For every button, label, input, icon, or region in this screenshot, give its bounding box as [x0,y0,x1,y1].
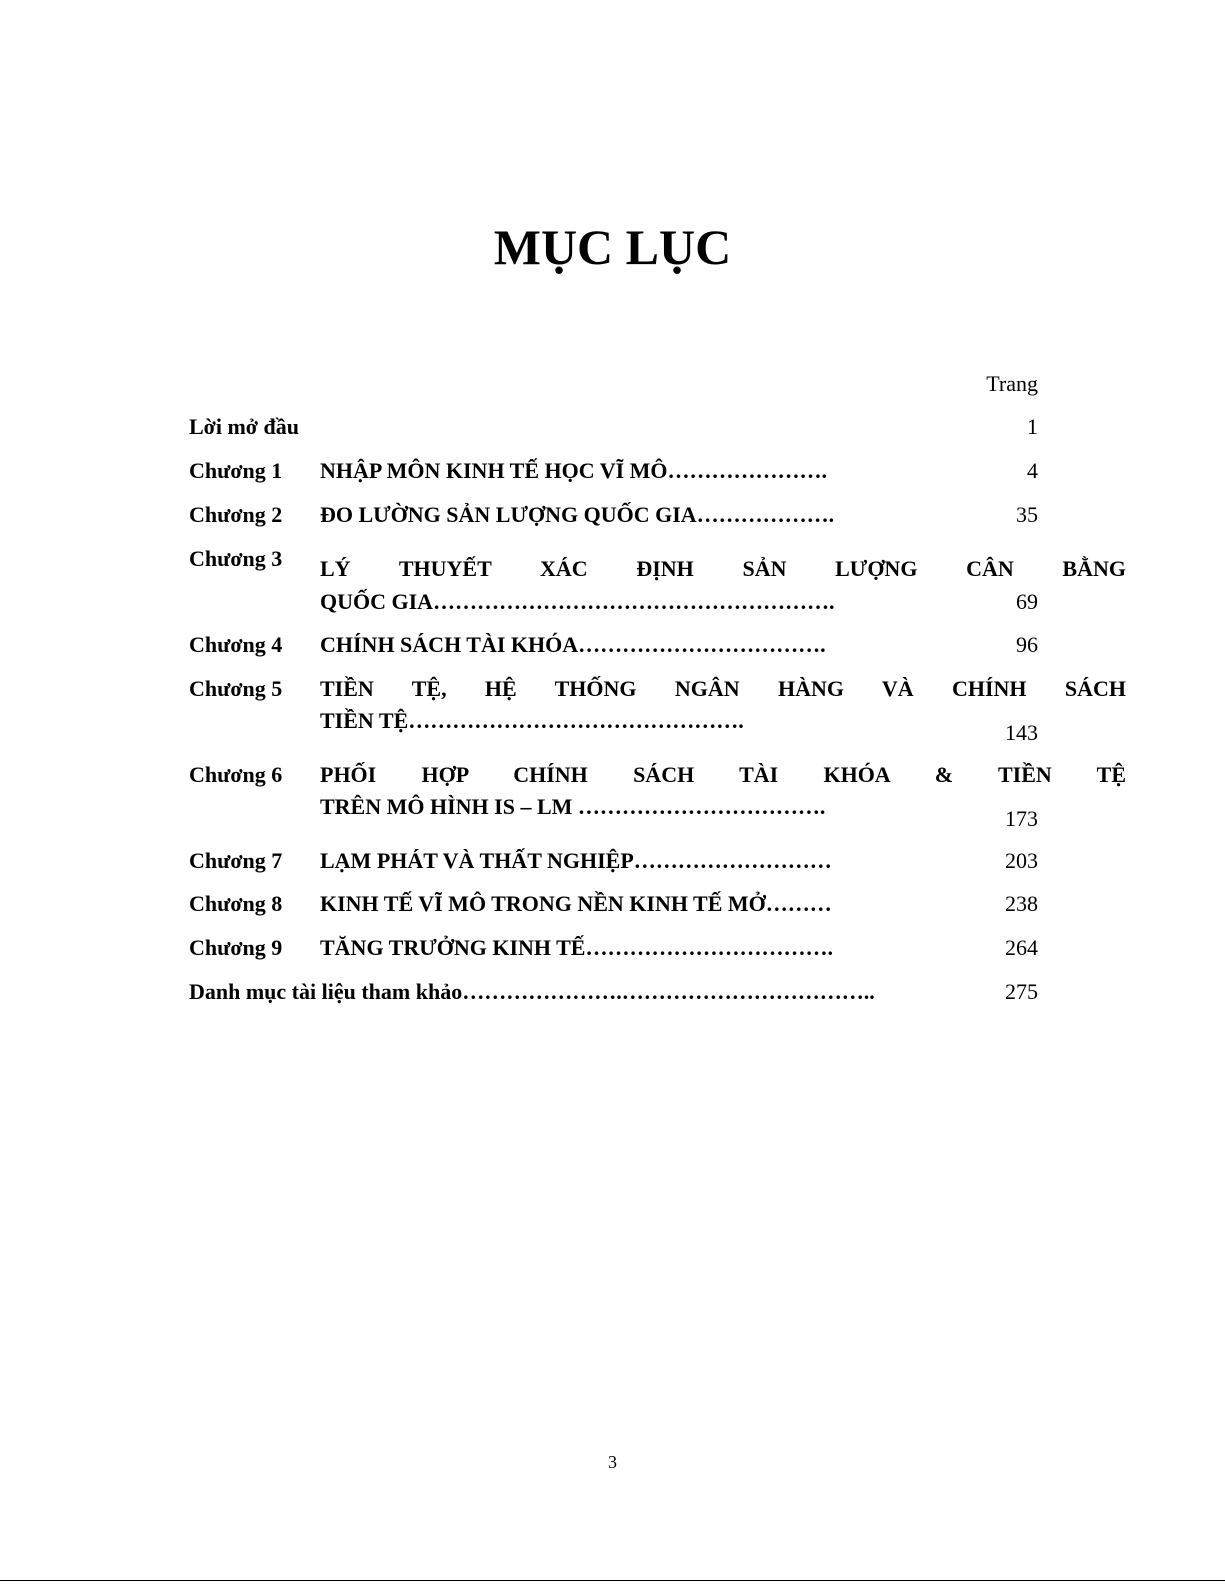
toc-entry-references[interactable] [189,975,1038,1009]
toc-page-number: 35 [1016,502,1038,527]
toc-chapter-title: LẠM PHÁT VÀ THẤT NGHIỆP……………………… [320,848,832,873]
toc-entry-chapter-6[interactable] [189,758,1126,838]
toc-page-number: 275 [1005,979,1038,1004]
toc-entry-preface[interactable] [189,410,1038,444]
toc-page-number: 4 [1027,458,1038,483]
toc-chapter-label: Chương 1 [189,458,283,483]
page-title: MỤC LỤC [493,219,732,275]
toc-chapter-label: Chương 8 [189,891,283,916]
toc-page-number: 1 [1027,414,1038,439]
toc-entry-chapter-1[interactable] [189,454,1038,488]
toc-chapter-label: Chương 6 [189,762,283,787]
toc-chapter-title: NHẬP MÔN KINH TẾ HỌC VĨ MÔ…………………. [320,458,828,483]
toc-entry-chapter-4[interactable] [189,628,1038,662]
toc-entry-chapter-5[interactable] [189,672,1126,752]
toc-chapter-title-line-1: TIỀN TỆ, HỆ THỐNG NGÂN HÀNG VÀ CHÍNH SÁCH [320,676,1126,701]
toc-chapter-label: Chương 9 [189,935,283,960]
toc-page-number: 143 [1005,720,1038,745]
toc-chapter-title: ĐO LƯỜNG SẢN LƯỢNG QUỐC GIA………………. [320,502,835,527]
toc-chapter-label: Chương 4 [189,632,283,657]
toc-page-number: 238 [1005,891,1038,916]
toc-chapter-title: KINH TẾ VĨ MÔ TRONG NỀN KINH TẾ MỞ……… [320,891,832,916]
bottom-divider [0,1580,1225,1581]
page-number: 3 [608,1452,617,1472]
toc-page-number: 173 [1005,806,1038,831]
toc-page-number: 96 [1016,632,1038,657]
toc-chapter-title-line-1: PHỐI HỢP CHÍNH SÁCH TÀI KHÓA & TIỀN TỆ [320,762,1126,787]
toc-page-number: 203 [1005,848,1038,873]
toc-entry-label: Lời mở đầu [189,414,299,439]
toc-entry-chapter-7[interactable] [189,844,1038,878]
toc-chapter-title: CHÍNH SÁCH TÀI KHÓA……………………………. [320,632,826,657]
page-column-header: Trang [986,371,1038,396]
toc-chapter-label: Chương 7 [189,848,283,873]
toc-chapter-label: Chương 5 [189,676,283,701]
toc-entry-label: Danh mục tài liệu tham khảo………………….…………………………….. [189,979,875,1004]
toc-page-number: 69 [1016,589,1038,614]
toc-chapter-label: Chương 2 [189,502,283,527]
toc-entry-chapter-3[interactable] [189,542,1126,620]
toc-chapter-title-line-2: TRÊN MÔ HÌNH IS – LM ……………………………. [320,794,826,819]
toc-chapter-title-line-2: QUỐC GIA………………………………………………. [320,589,835,614]
toc-chapter-title: TĂNG TRƯỞNG KINH TẾ……………………………. [320,935,833,960]
toc-entry-chapter-9[interactable] [189,931,1038,965]
toc-chapter-label: Chương 3 [189,546,283,571]
toc-entry-chapter-2[interactable] [189,498,1038,532]
toc-chapter-title-line-1: LÝ THUYẾT XÁC ĐỊNH SẢN LƯỢNG CÂN BẰNG [320,556,1126,581]
toc-page-number: 264 [1005,935,1038,960]
toc-entry-chapter-8[interactable] [189,887,1038,921]
toc-chapter-title-line-2: TIỀN TỆ………………………………………. [320,708,744,733]
